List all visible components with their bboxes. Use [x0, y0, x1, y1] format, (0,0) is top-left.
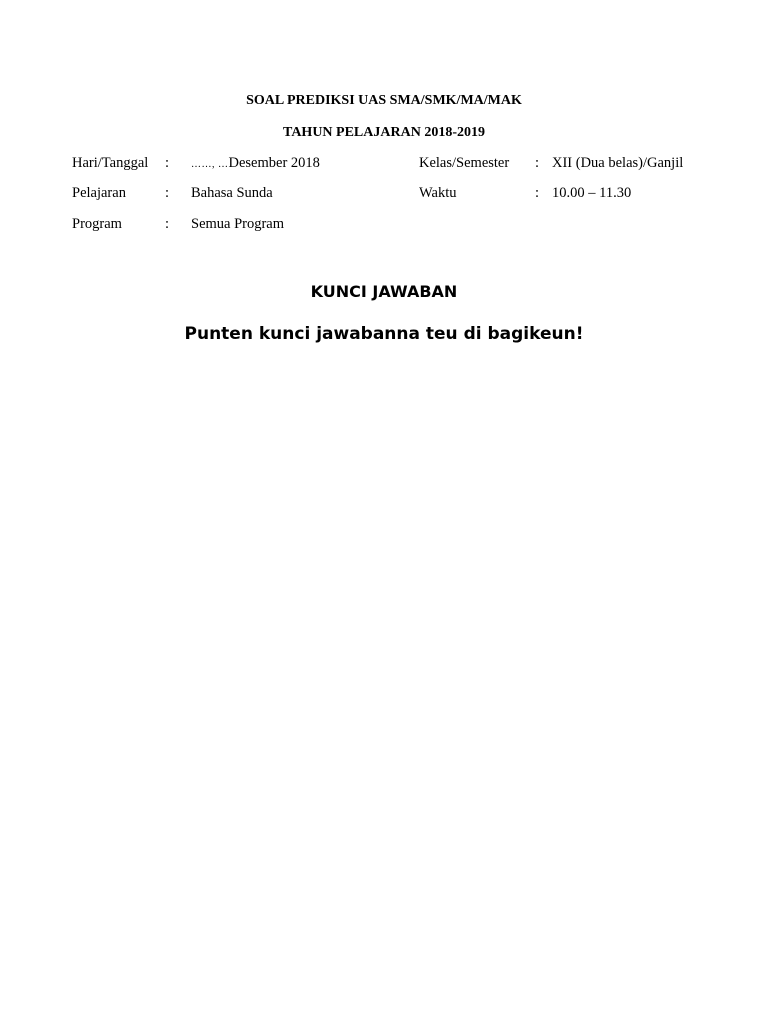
answer-key-note: Punten kunci jawabanna teu di bagikeun!: [184, 324, 584, 344]
time-label: Waktu: [419, 185, 457, 201]
date-label: Hari/Tanggal: [72, 155, 149, 171]
class-semester-label: Kelas/Semester: [419, 155, 510, 171]
class-semester-colon: :: [535, 155, 540, 171]
academic-year-title: TAHUN PELAJARAN 2018-2019: [283, 125, 485, 140]
date-value: [191, 155, 320, 172]
info-row-subject-time: [0, 185, 768, 205]
class-semester-value: XII (Dua belas)/Ganjil: [552, 155, 684, 171]
program-colon: :: [165, 216, 170, 232]
time-value: 10.00 – 11.30: [552, 185, 632, 201]
subject-colon: :: [165, 185, 170, 201]
subject-label: Pelajaran: [72, 185, 126, 201]
date-colon: :: [165, 155, 170, 171]
info-row-program: [0, 216, 768, 236]
answer-key-title: KUNCI JAWABAN: [310, 282, 458, 301]
subject-value: Bahasa Sunda: [191, 185, 273, 201]
date-month-year: Desember 2018: [228, 155, 320, 171]
program-value: Semua Program: [191, 216, 285, 232]
program-label: Program: [72, 216, 122, 232]
info-row-date-class: [0, 155, 768, 175]
time-colon: :: [535, 185, 540, 201]
date-blank-dots: ……, …: [191, 159, 229, 170]
document-title: SOAL PREDIKSI UAS SMA/SMK/MA/MAK: [246, 93, 522, 108]
